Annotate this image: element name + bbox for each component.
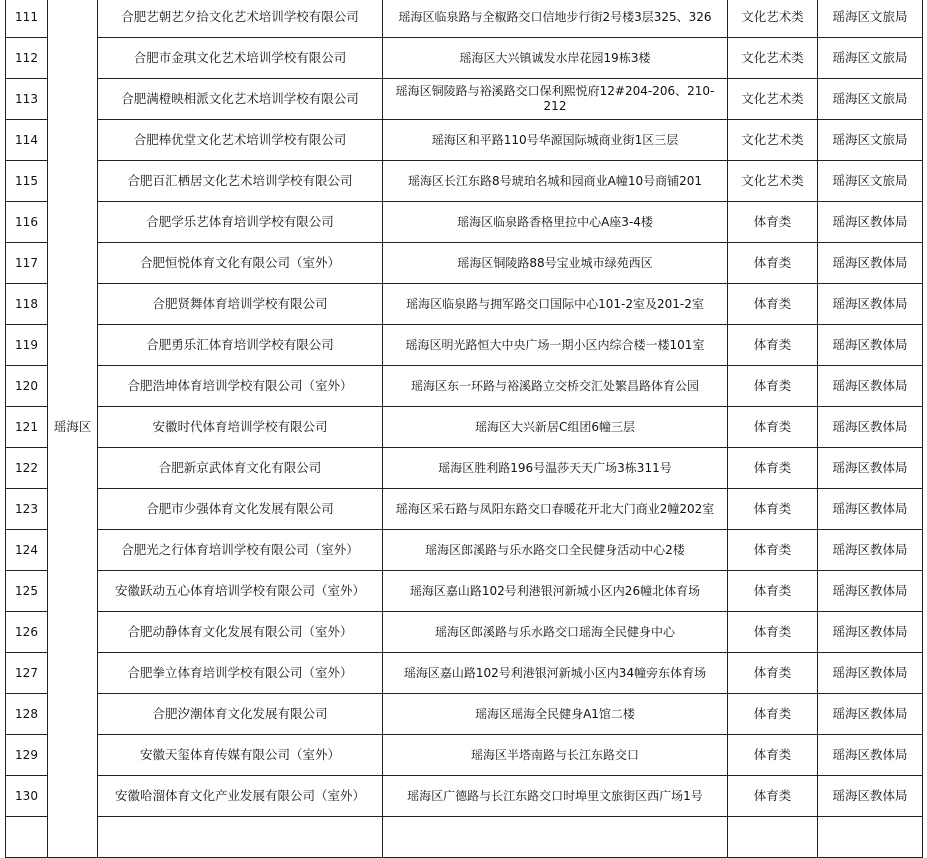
table-row bbox=[6, 448, 923, 489]
address: 瑶海区大兴镇诚发水岸花园19栋3楼 bbox=[383, 38, 728, 79]
empty-cell bbox=[728, 817, 818, 858]
authority: 瑶海区教体局 bbox=[818, 284, 923, 325]
category: 体育类 bbox=[728, 325, 818, 366]
row-number: 114 bbox=[6, 120, 48, 161]
address: 瑶海区和平路110号华源国际城商业街1区三层 bbox=[383, 120, 728, 161]
authority: 瑶海区教体局 bbox=[818, 571, 923, 612]
company-name: 合肥满橙映相派文化艺术培训学校有限公司 bbox=[98, 79, 383, 120]
row-number: 112 bbox=[6, 38, 48, 79]
address: 瑶海区铜陵路88号宝业城市绿苑西区 bbox=[383, 243, 728, 284]
table-row bbox=[6, 325, 923, 366]
row-number: 123 bbox=[6, 489, 48, 530]
company-name: 合肥浩坤体育培训学校有限公司（室外） bbox=[98, 366, 383, 407]
row-number: 125 bbox=[6, 571, 48, 612]
table-row bbox=[6, 653, 923, 694]
row-number: 124 bbox=[6, 530, 48, 571]
empty-cell bbox=[818, 817, 923, 858]
row-number: 113 bbox=[6, 79, 48, 120]
company-name: 合肥棒优堂文化艺术培训学校有限公司 bbox=[98, 120, 383, 161]
category: 体育类 bbox=[728, 407, 818, 448]
table-row bbox=[6, 735, 923, 776]
category: 文化艺术类 bbox=[728, 161, 818, 202]
company-name: 安徽跃动五心体育培训学校有限公司（室外） bbox=[98, 571, 383, 612]
authority: 瑶海区文旅局 bbox=[818, 79, 923, 120]
table-row bbox=[6, 407, 923, 448]
category: 体育类 bbox=[728, 202, 818, 243]
address: 瑶海区郎溪路与乐水路交口全民健身活动中心2楼 bbox=[383, 530, 728, 571]
address: 瑶海区半塔南路与长江东路交口 bbox=[383, 735, 728, 776]
row-number: 111 bbox=[6, 0, 48, 38]
category: 体育类 bbox=[728, 489, 818, 530]
table-row bbox=[6, 0, 923, 38]
table-row bbox=[6, 243, 923, 284]
authority: 瑶海区文旅局 bbox=[818, 38, 923, 79]
authority: 瑶海区教体局 bbox=[818, 448, 923, 489]
empty-cell bbox=[6, 817, 48, 858]
table-row bbox=[6, 571, 923, 612]
address: 瑶海区铜陵路与裕溪路交口保利熙悦府12#204-206、210-212 bbox=[383, 79, 728, 120]
address: 瑶海区大兴新居C组团6幢三层 bbox=[383, 407, 728, 448]
table-row bbox=[6, 202, 923, 243]
address: 瑶海区长江东路8号琥珀名城和园商业A幢10号商铺201 bbox=[383, 161, 728, 202]
company-name: 合肥学乐艺体育培训学校有限公司 bbox=[98, 202, 383, 243]
category: 体育类 bbox=[728, 694, 818, 735]
authority: 瑶海区文旅局 bbox=[818, 161, 923, 202]
address: 瑶海区采石路与凤阳东路交口春暖花开北大门商业2幢202室 bbox=[383, 489, 728, 530]
category: 体育类 bbox=[728, 612, 818, 653]
category: 体育类 bbox=[728, 366, 818, 407]
category: 体育类 bbox=[728, 571, 818, 612]
company-name: 安徽时代体育培训学校有限公司 bbox=[98, 407, 383, 448]
table-row bbox=[6, 161, 923, 202]
category: 体育类 bbox=[728, 776, 818, 817]
row-number: 128 bbox=[6, 694, 48, 735]
company-name: 合肥艺朝艺夕拾文化艺术培训学校有限公司 bbox=[98, 0, 383, 38]
address: 瑶海区东一环路与裕溪路立交桥交汇处繁昌路体育公园 bbox=[383, 366, 728, 407]
address: 瑶海区临泉路与全椒路交口信地步行街2号楼3层325、326 bbox=[383, 0, 728, 38]
table-row bbox=[6, 612, 923, 653]
row-number: 127 bbox=[6, 653, 48, 694]
authority: 瑶海区教体局 bbox=[818, 325, 923, 366]
table-row bbox=[6, 817, 923, 858]
institution-table bbox=[5, 0, 923, 858]
category: 文化艺术类 bbox=[728, 0, 818, 38]
district-cell: 瑶海区 bbox=[48, 0, 98, 858]
address: 瑶海区临泉路与拥军路交口国际中心101-2室及201-2室 bbox=[383, 284, 728, 325]
row-number: 116 bbox=[6, 202, 48, 243]
table-row bbox=[6, 120, 923, 161]
address: 瑶海区胜利路196号温莎天天广场3栋311号 bbox=[383, 448, 728, 489]
address: 瑶海区明光路恒大中央广场一期小区内综合楼一楼101室 bbox=[383, 325, 728, 366]
address: 瑶海区广德路与长江东路交口时埠里文旅街区西广场1号 bbox=[383, 776, 728, 817]
address: 瑶海区嘉山路102号利港银河新城小区内34幢旁东体育场 bbox=[383, 653, 728, 694]
category: 体育类 bbox=[728, 735, 818, 776]
authority: 瑶海区教体局 bbox=[818, 530, 923, 571]
row-number: 119 bbox=[6, 325, 48, 366]
authority: 瑶海区教体局 bbox=[818, 776, 923, 817]
table-row bbox=[6, 79, 923, 120]
authority: 瑶海区文旅局 bbox=[818, 0, 923, 38]
row-number: 126 bbox=[6, 612, 48, 653]
table-row bbox=[6, 694, 923, 735]
row-number: 118 bbox=[6, 284, 48, 325]
empty-cell bbox=[98, 817, 383, 858]
row-number: 129 bbox=[6, 735, 48, 776]
category: 体育类 bbox=[728, 243, 818, 284]
company-name: 合肥新京武体育文化有限公司 bbox=[98, 448, 383, 489]
row-number: 130 bbox=[6, 776, 48, 817]
table-row bbox=[6, 366, 923, 407]
category: 体育类 bbox=[728, 448, 818, 489]
row-number: 120 bbox=[6, 366, 48, 407]
company-name: 合肥勇乐汇体育培训学校有限公司 bbox=[98, 325, 383, 366]
authority: 瑶海区教体局 bbox=[818, 202, 923, 243]
company-name: 合肥市少强体育文化发展有限公司 bbox=[98, 489, 383, 530]
table-row bbox=[6, 530, 923, 571]
company-name: 合肥动静体育文化发展有限公司（室外） bbox=[98, 612, 383, 653]
company-name: 安徽天玺体育传媒有限公司（室外） bbox=[98, 735, 383, 776]
authority: 瑶海区教体局 bbox=[818, 489, 923, 530]
authority: 瑶海区教体局 bbox=[818, 612, 923, 653]
category: 体育类 bbox=[728, 653, 818, 694]
table-row bbox=[6, 776, 923, 817]
empty-cell bbox=[383, 817, 728, 858]
category: 体育类 bbox=[728, 530, 818, 571]
authority: 瑶海区文旅局 bbox=[818, 120, 923, 161]
company-name: 合肥百汇栖居文化艺术培训学校有限公司 bbox=[98, 161, 383, 202]
table-row bbox=[6, 38, 923, 79]
row-number: 121 bbox=[6, 407, 48, 448]
company-name: 合肥市金琪文化艺术培训学校有限公司 bbox=[98, 38, 383, 79]
category: 文化艺术类 bbox=[728, 120, 818, 161]
row-number: 122 bbox=[6, 448, 48, 489]
authority: 瑶海区教体局 bbox=[818, 407, 923, 448]
company-name: 安徽哈溜体育文化产业发展有限公司（室外） bbox=[98, 776, 383, 817]
authority: 瑶海区教体局 bbox=[818, 243, 923, 284]
authority: 瑶海区教体局 bbox=[818, 366, 923, 407]
table-body bbox=[6, 0, 923, 858]
address: 瑶海区嘉山路102号利港银河新城小区内26幢北体育场 bbox=[383, 571, 728, 612]
address: 瑶海区临泉路香格里拉中心A座3-4楼 bbox=[383, 202, 728, 243]
category: 文化艺术类 bbox=[728, 38, 818, 79]
authority: 瑶海区教体局 bbox=[818, 694, 923, 735]
authority: 瑶海区教体局 bbox=[818, 735, 923, 776]
table-row bbox=[6, 489, 923, 530]
address: 瑶海区郎溪路与乐水路交口瑶海全民健身中心 bbox=[383, 612, 728, 653]
company-name: 合肥光之行体育培训学校有限公司（室外） bbox=[98, 530, 383, 571]
row-number: 115 bbox=[6, 161, 48, 202]
category: 体育类 bbox=[728, 284, 818, 325]
company-name: 合肥恒悦体育文化有限公司（室外） bbox=[98, 243, 383, 284]
category: 文化艺术类 bbox=[728, 79, 818, 120]
row-number: 117 bbox=[6, 243, 48, 284]
address: 瑶海区瑶海全民健身A1馆二楼 bbox=[383, 694, 728, 735]
company-name: 合肥汐潮体育文化发展有限公司 bbox=[98, 694, 383, 735]
company-name: 合肥拳立体育培训学校有限公司（室外） bbox=[98, 653, 383, 694]
table-row bbox=[6, 284, 923, 325]
company-name: 合肥贤舞体育培训学校有限公司 bbox=[98, 284, 383, 325]
authority: 瑶海区教体局 bbox=[818, 653, 923, 694]
